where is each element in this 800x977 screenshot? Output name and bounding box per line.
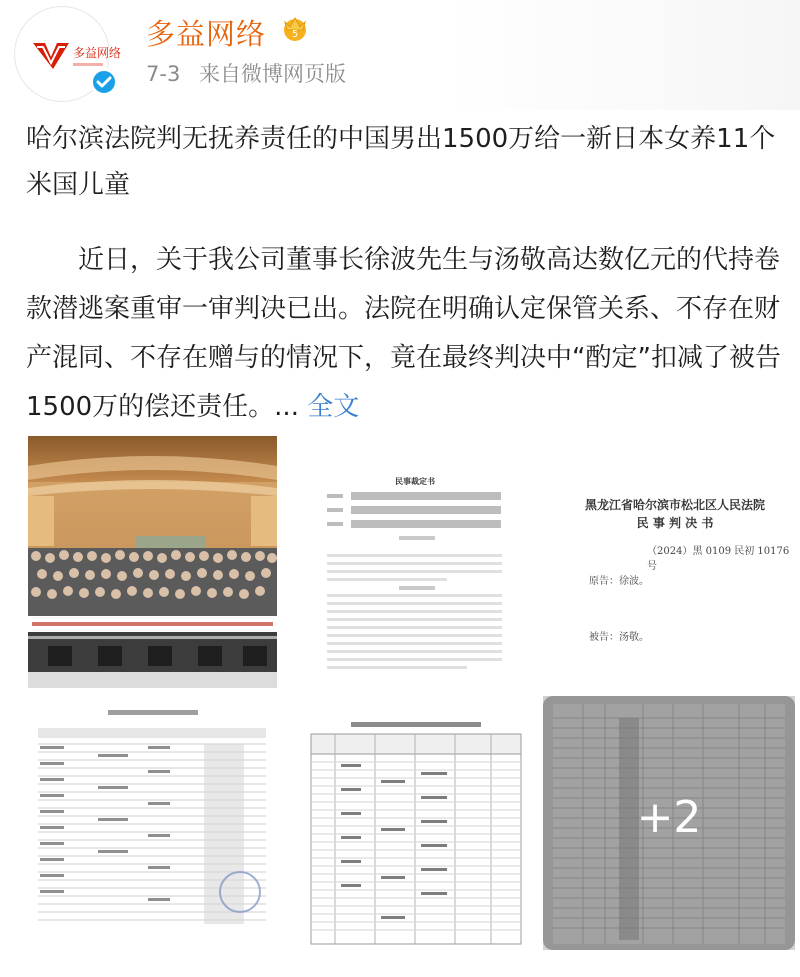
svg-text:5: 5 [291, 29, 299, 40]
verdict-doc-title: 民事裁定书 [395, 476, 435, 486]
image-ledger-table[interactable] [291, 700, 540, 950]
post-header [0, 0, 800, 110]
logo-text: 多益网络 [73, 46, 122, 60]
account-name[interactable]: 多益网络 [146, 17, 267, 51]
case-number: （2024）黑 0109 民初 10176 号 [647, 546, 790, 572]
judgment-title: 民 事 判 决 书 [636, 516, 714, 530]
more-images-count: +2 [636, 792, 702, 843]
defendant-line: 被告：汤敬。 [589, 632, 649, 643]
image-verdict-document[interactable] [291, 436, 540, 688]
vip-crown-icon[interactable] [278, 10, 312, 44]
plaintiff-line: 原告：徐波。 [589, 576, 649, 587]
image-more-overlay[interactable] [543, 696, 795, 950]
post-body-text: 近日，关于我公司董事长徐波先生与汤敬高达数亿元的代持卷款潜逃案重审一审判决已出。法院在明确认定保管关系、不存在财产混同、不存在赠与的情况下，竟在最终判决中“酌定”扣减了被告1500万的偿还责任。... [26, 245, 781, 422]
expand-full-text-link[interactable]: 全文 [307, 392, 360, 422]
post-meta [146, 58, 358, 88]
post-date[interactable]: 7-3 [146, 62, 181, 86]
post-body [26, 236, 791, 432]
image-bank-statement[interactable] [28, 700, 277, 950]
image-court-judgment[interactable] [555, 436, 795, 688]
court-name: 黑龙江省哈尔滨市松北区人民法院 [584, 498, 765, 512]
post-source: 来自微博网页版 [199, 62, 346, 86]
image-courtroom-photo[interactable] [28, 436, 277, 688]
post-title: 哈尔滨法院判无抚养责任的中国男出1500万给一新日本女养11个米国儿童 [26, 124, 776, 200]
header-fade [440, 0, 800, 110]
verified-badge-icon [90, 68, 118, 96]
